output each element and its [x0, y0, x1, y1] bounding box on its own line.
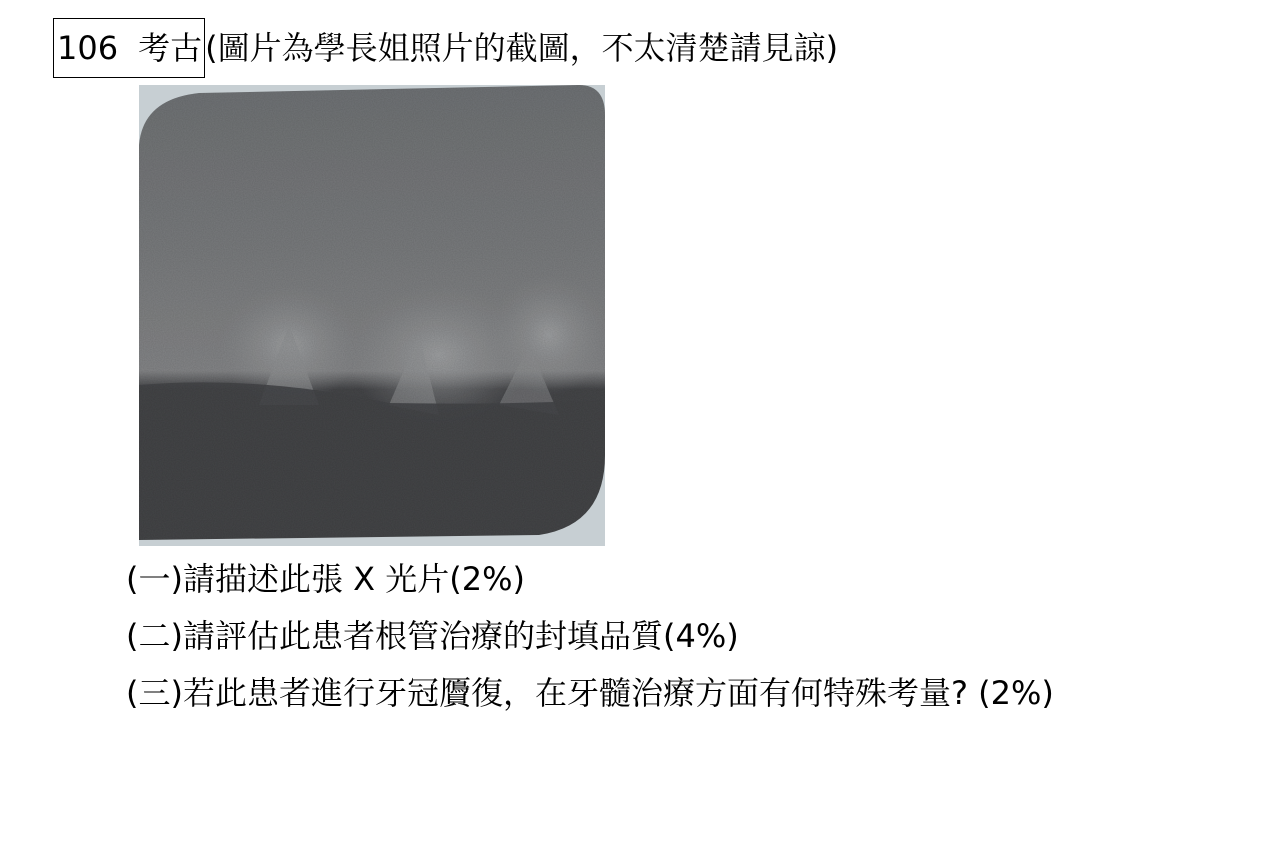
exam-source: 考古 — [138, 29, 203, 67]
question-item-1: (一)請描述此張 X 光片(2%) — [126, 560, 525, 598]
question-item-2: (二)請評估此患者根管治療的封填品質(4%) — [126, 617, 739, 655]
exam-source-tag — [53, 18, 205, 78]
page-title — [53, 18, 838, 78]
question-item-3: (三)若此患者進行牙冠贗復，在牙髓治療方面有何特殊考量? (2%) — [126, 674, 1054, 712]
image-quality-note: (圖片為學長姐照片的截圖，不太清楚請見諒) — [205, 29, 839, 67]
question-list — [126, 557, 1054, 728]
dental-xray-image — [139, 85, 605, 546]
exam-year: 106 — [57, 29, 119, 67]
xray-film-graphic — [139, 85, 605, 546]
